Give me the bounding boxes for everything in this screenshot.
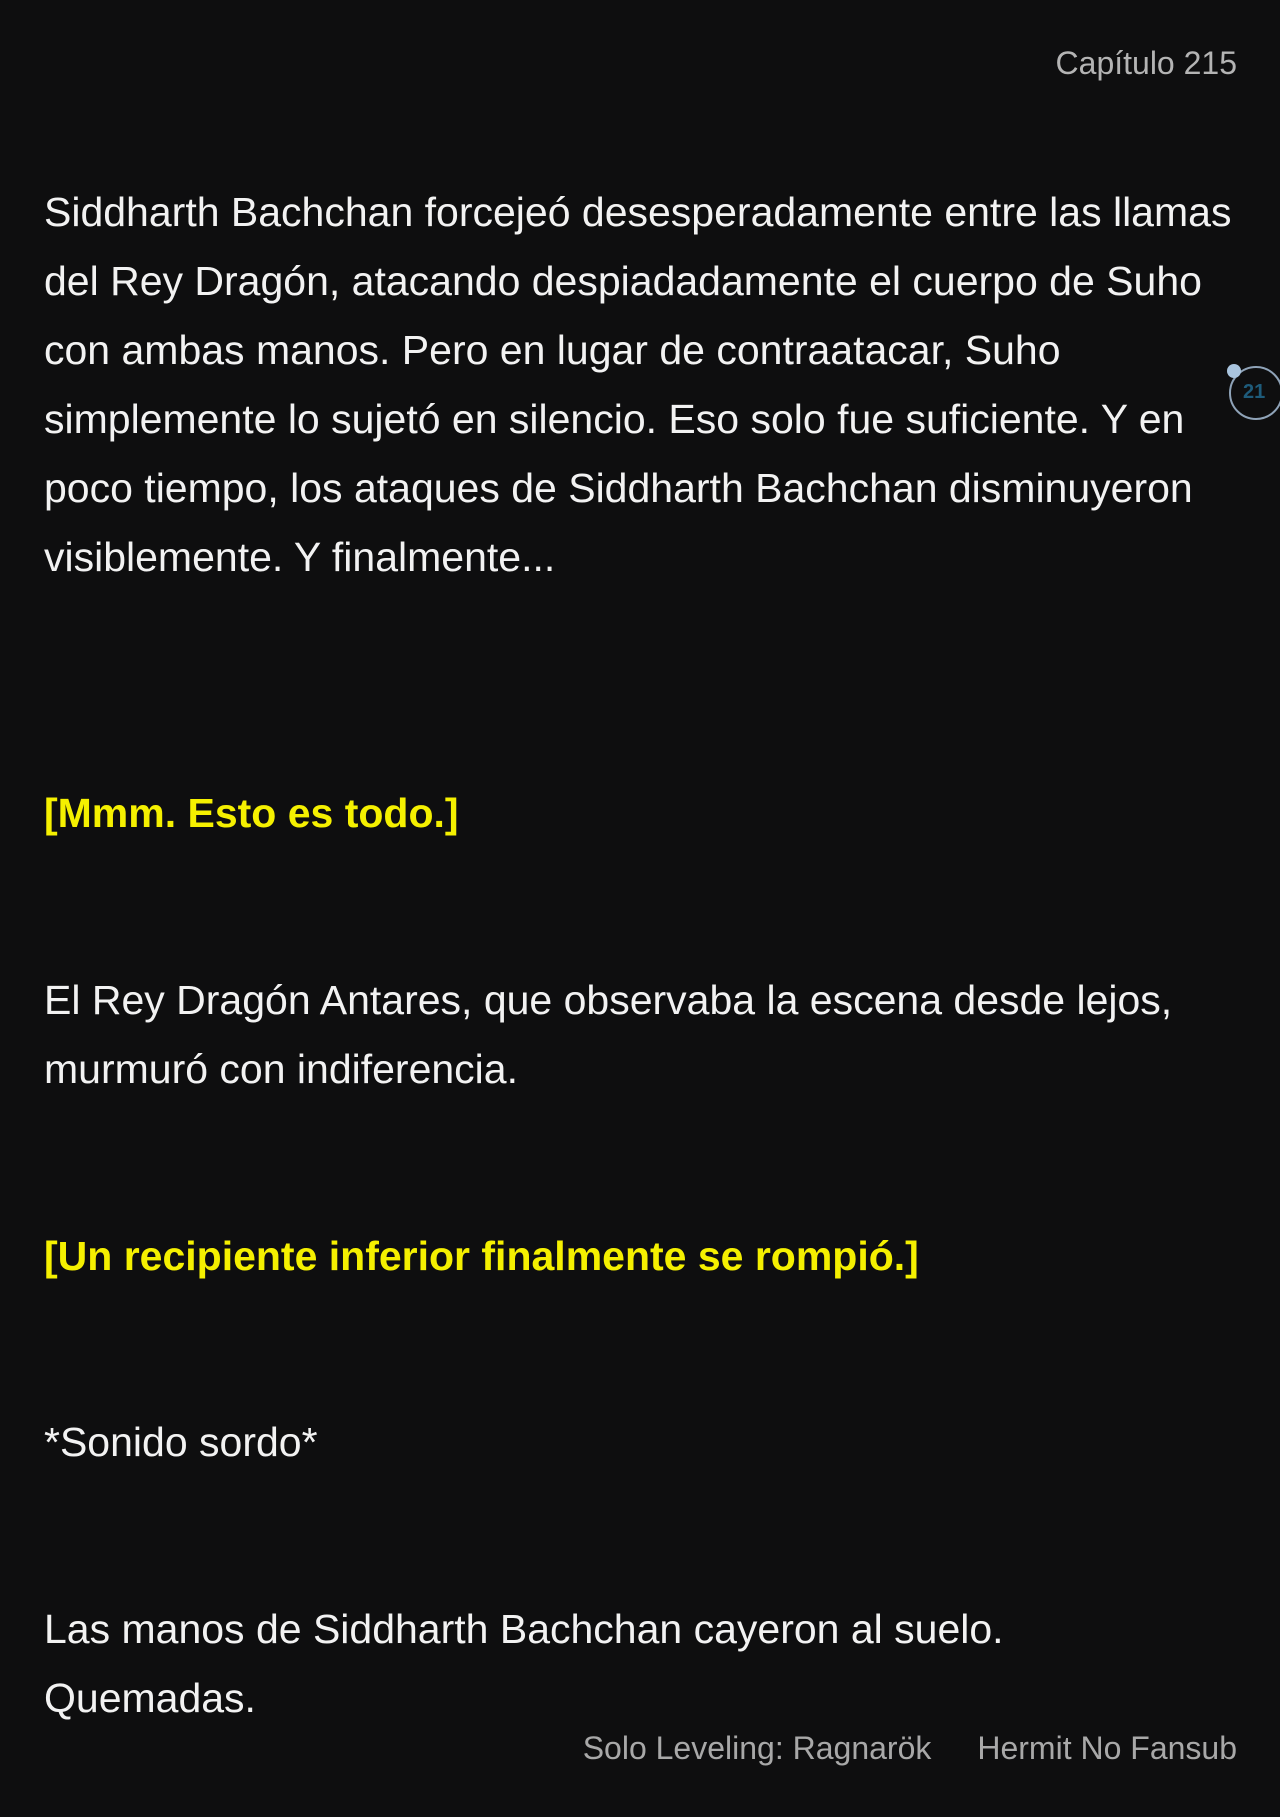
footer xyxy=(583,1730,1237,1767)
paragraph: El Rey Dragón Antares, que observaba la escena desde lejos, murmuró con indiferencia. xyxy=(44,977,1173,1092)
comment-count: 21 xyxy=(1243,381,1266,403)
group-name: Hermit No Fansub xyxy=(977,1730,1237,1766)
series-name: Solo Leveling: Ragnarök xyxy=(582,1730,932,1766)
comment-count-badge[interactable] xyxy=(1229,366,1280,420)
system-message: [Mmm. Esto es todo.] xyxy=(44,790,459,836)
system-message: [Un recipiente inferior finalmente se rompió.] xyxy=(44,1233,919,1279)
paragraph: Siddharth Bachchan forcejeó desesperadamente entre las llamas del Rey Dragón, atacando despiadadamente el cuerpo de Suho con ambas manos. Pero en lugar de contraatacar, Suho simplemente lo sujetó en silencio. Eso solo fue suficiente. Y en poco tiempo, los ataques de Siddharth Bachchan disminuyeron visiblemente. Y finalmente... xyxy=(44,189,1232,580)
sound-effect: *Sonido sordo* xyxy=(44,1419,318,1465)
indicator-dot-icon xyxy=(1227,364,1241,378)
paragraph: Las manos de Siddharth Bachchan cayeron al suelo. Quemadas. xyxy=(44,1606,1004,1721)
chapter-title: Capítulo 215 xyxy=(1055,45,1237,81)
